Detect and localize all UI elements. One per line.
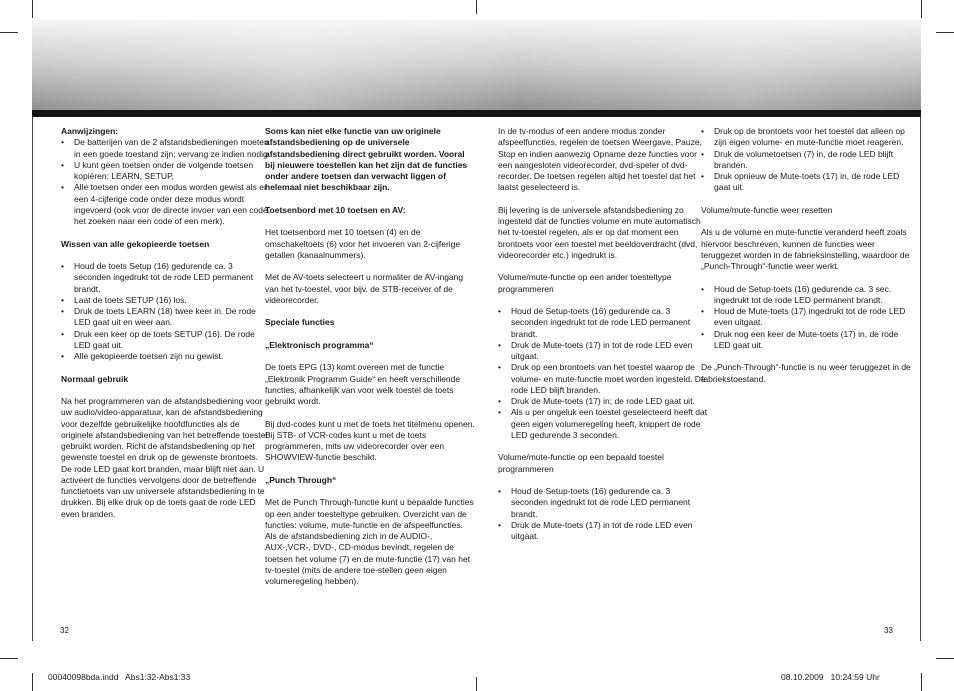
- list-volume-bepaald-toestel: [498, 486, 708, 542]
- intro-paragraph: Soms kan niet elke functie van uw originele afstandsbediening op de universele afstandsbediening direct gebruikt worden. Vooral bij nieuwere toestellen kan het zijn dat de functies onder andere toetsen dan verwacht liggen of helemaal niet beschikbaar zijn.: [265, 126, 468, 193]
- heading-wissen: Wissen van alle gekopieerde toetsen: [61, 238, 210, 249]
- list-wissen: [61, 261, 271, 362]
- page-frame-right: [920, 117, 921, 641]
- crop-mark: [0, 32, 18, 33]
- heading-normaal-gebruik: Normaal gebruik: [61, 373, 129, 384]
- column-2: [265, 126, 475, 587]
- paragraph: Met de AV-toets selecteert u normaliter de AV-ingang van het tv-toestel, voor bijv. de STB-receiver of de videorecorder.: [265, 272, 464, 305]
- paragraph: Bij dvd-codes kunt u met de toets het titelmenu openen. Bij STB- of VCR-codes kunt u met de toets programmeren, mits uw videorecorder over een SHOWVIEW-functie beschikt.: [265, 418, 475, 463]
- paragraph: Met de Punch Through-functie kunt u bepaalde functies op een ander toesteltype gebruiken. Overzicht van de functies: volume, mute-functie en de afspeelfuncties. Als de afstandsbediening zich in de AUDIO-, AUX-,VCR-, DVD-, CD-modus bevindt, regelen de toetsen het volume (7) en de mute-functie (17) van het tv-toestel (mits de andere toe-stellen geen eigen volumeregeling hebben).: [265, 497, 474, 586]
- crop-mark: [476, 677, 477, 691]
- list-aanwijzingen: [61, 137, 271, 227]
- list-item: • Druk op de brontoets voor het toestel dat alleen op zijn eigen volume- en mute-functie moet reageren.: [701, 126, 911, 149]
- heading-toetsenbord: Toetsenbord met 10 toetsen en AV:: [265, 204, 406, 215]
- list-item: • Houd de Setup-toets (16) gedurende ca. 3 seconden ingedrukt tot de rode LED permanent brandt.: [498, 486, 708, 520]
- list-item: • Alle gekopieerde toetsen zijn nu gewist.: [61, 351, 271, 362]
- header-banner-shine: [32, 20, 921, 116]
- heading-volume-ander-toestel: Volume/mute-functie op een ander toesteltype programmeren: [498, 272, 672, 294]
- header-bar: [32, 110, 921, 117]
- heading-resetten: Volume/mute-functie weer resetten: [701, 204, 833, 215]
- heading-volume-bepaald-toestel: Volume/mute-functie op een bepaald toestel programmeren: [498, 452, 664, 474]
- heading-punch-through: „Punch Through“: [265, 474, 337, 485]
- list-item: • Laat de toets SETUP (16) los.: [61, 295, 271, 306]
- list-item: • Druk de Mute-toets (17) in tot de rode LED even uitgaat.: [498, 340, 708, 363]
- list-item: • Druk de volumetoetsen (7) in, de rode LED blijft branden.: [701, 149, 911, 172]
- list-item: • Druk een keer op de toets SETUP (16). De rode LED gaat uit.: [61, 329, 271, 352]
- page-number-left: 32: [60, 626, 69, 635]
- list-item: • Druk nog een keer de Mute-toets (17) in, de rode LED gaat uit.: [701, 329, 911, 352]
- page-frame-left: [32, 117, 33, 641]
- list-item: • U kunt geen toetsen onder de volgende toetsen kopiëren: LEARN, SETUP,: [61, 160, 271, 183]
- crop-mark: [476, 0, 477, 14]
- list-item: • De batterijen van de 2 afstandsbedieningen moeten in een goede toestand zijn; vervang ze indien nodig.: [61, 137, 271, 160]
- paragraph: Bij levering is de universele afstandsbediening zo ingesteld dat de functies volume en mute automatisch het tv-toestel regelen, als er op dat moment een brontoets voor een toestel met beeldoverdracht (dvd, videorecorder etc.) ingedrukt is.: [498, 204, 701, 260]
- list-item: • Druk de toets LEARN (18) twee keer in. De rode LED gaat uit en weer aan.: [61, 306, 271, 329]
- heading-elektronisch-programma: „Elektronisch programma“: [265, 339, 374, 350]
- paragraph: In de tv-modus of een andere modus zonder afspeelfuncties, regelen de toetsen Weergave, Pauze, Stop en indien aanwezig Opname deze functies voor een aangesloten videorecorder, dvd-speler of dvd-recorder. De toetsen regelen altijd het toestel dat het laatst geselecteerd is.: [498, 126, 702, 193]
- list-item: • Houd de Mute-toets (17) ingedrukt tot de rode LED even uitgaat.: [701, 306, 911, 329]
- footer-timestamp: 08.10.2009 10:24:59 Uhr: [781, 672, 880, 682]
- list-item: • Houd de Setup-toets (16) gedurende ca. 3 sec. ingedrukt tot de rode LED permanent brandt.: [701, 284, 911, 307]
- footer-file-info: 00040098bda.indd Abs1:32-Abs1:33: [48, 672, 191, 682]
- list-item: • Alle toetsen onder een modus worden gewist als er een 4-cijferige code onder deze modus wordt ingevoerd (ook voor de directe invoer van een code, het zoeken naar een code of een merk).: [61, 182, 271, 227]
- list-item: • Als u per ongeluk een toestel geselecteerd heeft dat geen eigen volumeregeling heeft, knippert de rode LED gedurende 3 seconden.: [498, 407, 708, 441]
- list-item: • Druk de Mute-toets (17) in; de rode LED gaat uit.: [498, 396, 708, 407]
- paragraph: Het toetsenbord met 10 toetsen (4) en de omschakeltoets (6) voor het invoeren van 2-cijferige getallen (kanaalnummers).: [265, 227, 461, 260]
- list-item: • Druk opnieuw de Mute-toets (17) in, de rode LED gaat uit.: [701, 171, 911, 194]
- crop-mark: [921, 673, 922, 691]
- list-item: • Druk op een brontoets van het toestel waarop de volume- en mute-functie moet worden ingesteld. De rode LED blijft branden.: [498, 362, 708, 396]
- list-item: • Houd de Setup-toets (16) gedurende ca. 3 seconden ingedrukt tot de rode LED permanent brandt.: [498, 306, 708, 340]
- list-volume-ander-toestel: [498, 306, 708, 441]
- heading-aanwijzingen: Aanwijzingen:: [61, 126, 119, 136]
- list-item: • Druk de Mute-toets (17) in tot de rode LED even uitgaat.: [498, 520, 708, 543]
- page-number-right: 33: [884, 626, 893, 635]
- crop-mark: [32, 0, 33, 18]
- crop-mark: [0, 658, 18, 659]
- crop-mark: [32, 673, 33, 691]
- list-item: • Houd de toets Setup (16) gedurende ca. 3 seconden ingedrukt tot de rode LED permanent brandt.: [61, 261, 271, 295]
- crop-mark: [921, 0, 922, 18]
- crop-mark: [936, 658, 954, 659]
- list-resetten: [701, 284, 911, 352]
- paragraph: De toets EPG (13) komt overeen met de functie „Elektronik Programm Guide“ en heeft verschillende functies, afhankelijk van voor welk toestel de toets gebruikt wordt.: [265, 362, 461, 406]
- column-3: [498, 126, 708, 542]
- column-4: [701, 126, 911, 385]
- paragraph: De „Punch-Through“-functie is nu weer teruggezet in de fabriekstoestand.: [701, 362, 911, 384]
- heading-speciale-functies: Speciale functies: [265, 317, 335, 328]
- paragraph: Als u de volume en mute-functie veranderd heeft zoals hiervoor beschreven, kunnen de functies weer teruggezet worden in de fabrieksinstelling, waardoor de „Punch-Through“-functie weer werkt.: [701, 227, 910, 271]
- paragraph: Na het programmeren van de afstandsbediening voor uw audio/video-apparatuur, kan de afstandsbediening voor dezelfde gebruikelijke hoofdfuncties als de originele afstandsbediening van het betreffende toestel gebruikt worden. Richt de afstandsbediening op het gewenste toestel en druk op de gewenste brontoets. De rode LED gaat kort branden, maar blijft niet aan. U activeert de functies vervolgens door de betreffende functietoets van uw universele afstandsbediening in te drukken. Bij elke druk op de toets gaat de rode LED even branden.: [61, 396, 268, 519]
- column-1: [61, 126, 271, 520]
- list-bepaald-toestel-vervolg: [701, 126, 911, 194]
- crop-mark: [936, 32, 954, 33]
